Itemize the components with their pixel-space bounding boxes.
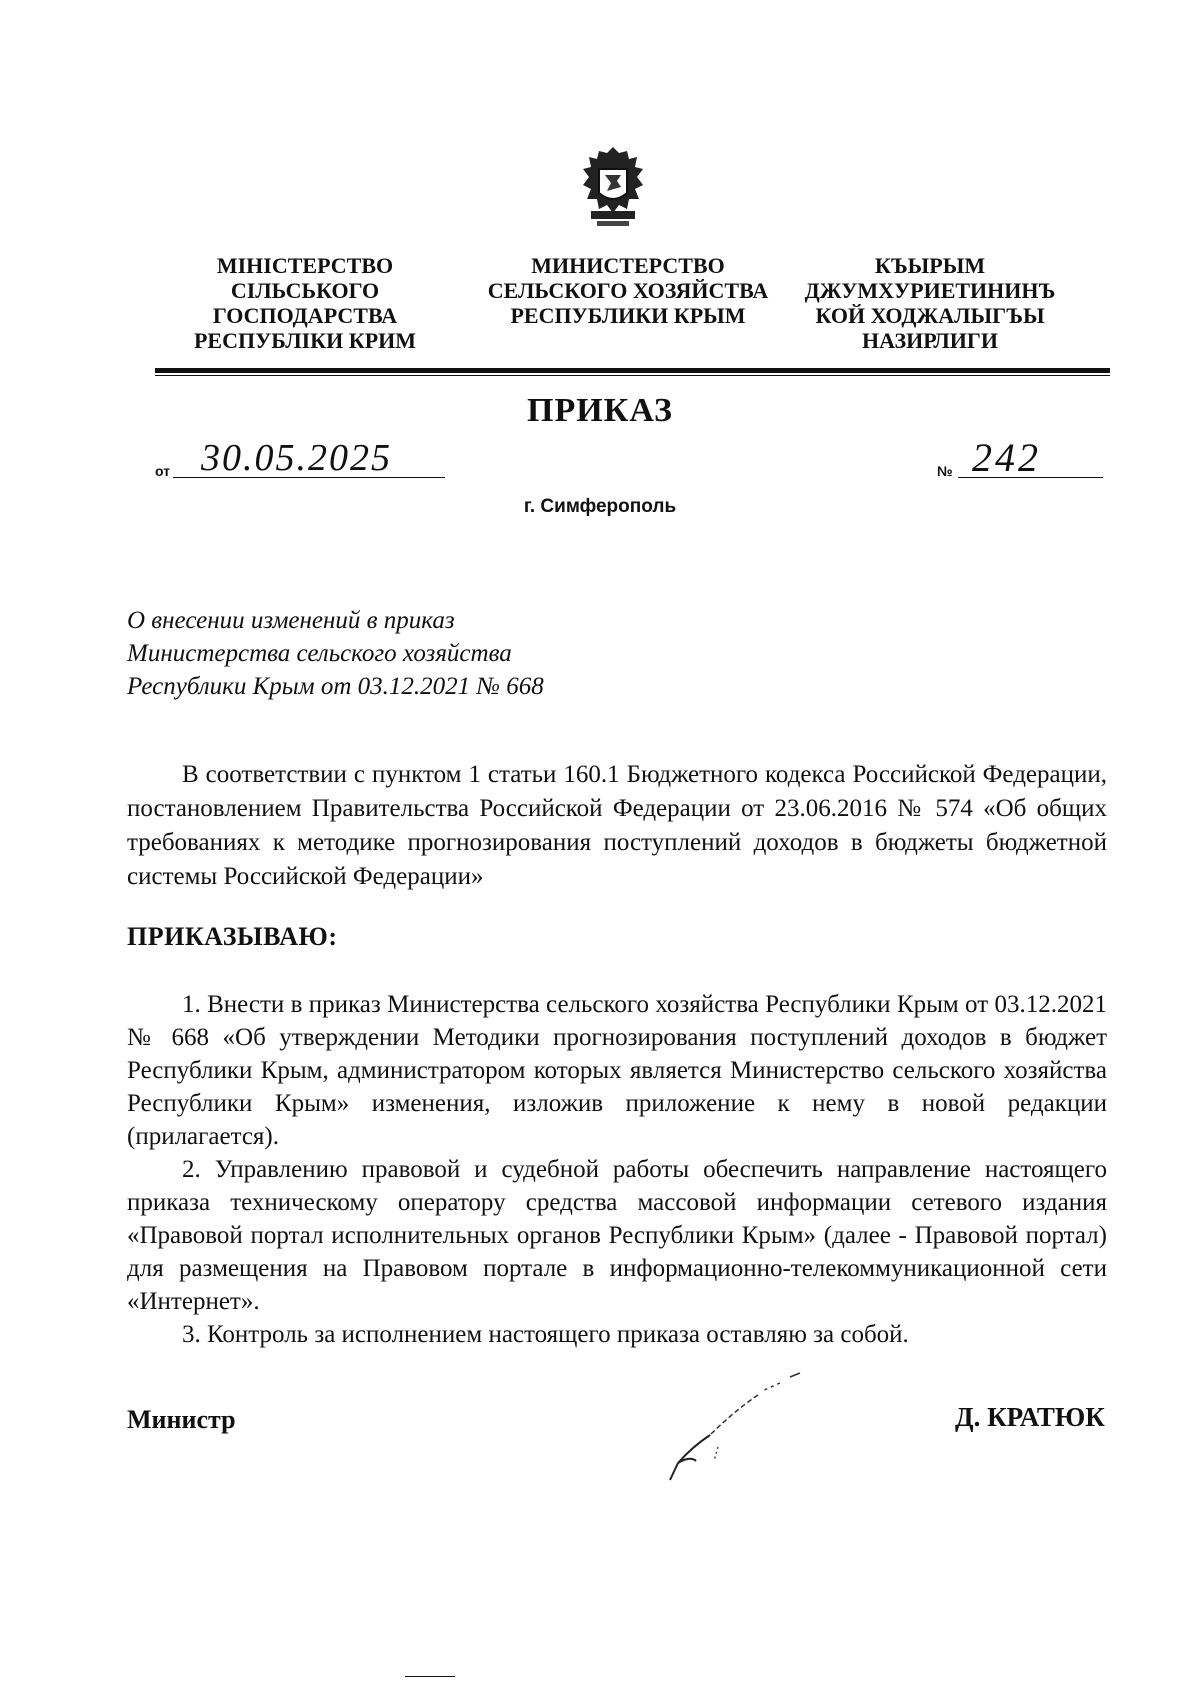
city: г. Симферополь <box>523 496 677 517</box>
order-item: 2. Управлению правовой и судебной работы обеспечить направление настоящего приказа техническому оператору средства массовой информации сетевого издания «Правовой портал исполнительных органов Республики Крым» (далее - Правовой портал) для размещения на Правовом портале в информационно-телекоммуникационной сети «Интернет». <box>127 1156 1107 1315</box>
number-value: 242 <box>958 438 1103 478</box>
header-ua-line: РЕСПУБЛІКИ КРИМ <box>193 328 417 353</box>
header-crh-line: КЪЫРЫМ <box>874 253 986 278</box>
subject-line: О внесении изменений в приказ <box>127 607 455 634</box>
header-ru-line: СЕЛЬСКОГО ХОЗЯЙСТВА <box>487 278 769 303</box>
order-items <box>127 988 1107 1351</box>
header-ru-line: МИНИСТЕРСТВО <box>531 253 725 278</box>
order-item: 3. Контроль за исполнением настоящего приказа оставляю за собой. <box>182 1321 909 1348</box>
signer-position: Министр <box>127 1405 236 1434</box>
order-word: ПРИКАЗЫВАЮ: <box>127 922 338 951</box>
coat-of-arms-icon <box>577 145 649 227</box>
header-crimean-tatar <box>800 253 1060 353</box>
header-crh-line: КОЙ ХОДЖАЛЫГЪЫ <box>815 303 1045 328</box>
header-crh-line: НАЗИРЛИГИ <box>862 328 998 353</box>
page-footer-mark <box>405 1676 455 1677</box>
header-divider-thick <box>155 368 1110 373</box>
header-crh-line: ДЖУМХУРИЕТИНИНЪ <box>804 278 1056 303</box>
subject-line: Министерства сельского хозяйства <box>127 640 512 667</box>
header-divider-thin <box>155 375 1110 376</box>
date-label: от <box>155 463 171 479</box>
signature-icon <box>650 1365 820 1505</box>
date-value: 30.05.2025 <box>173 438 445 478</box>
header-russian <box>458 253 798 328</box>
header-ukrainian <box>170 253 440 353</box>
preamble: В соответствии с пунктом 1 статьи 160.1 Бюджетного кодекса Российской Федерации, постановлением Правительства Российской Федерации от 23.06.2016 № 574 «Об общих требованиях к методике прогнозирования поступлений доходов в бюджеты бюджетной системы Российской Федерации» <box>127 761 1107 890</box>
order-subject <box>127 604 544 703</box>
document-title: ПРИКАЗ <box>527 392 673 429</box>
header-ua-line: СІЛЬСЬКОГО <box>230 278 380 303</box>
order-item: 1. Внести в приказ Министерства сельского хозяйства Республики Крым от 03.12.2021 № 668 «Об утверждении Методики прогнозирования поступлений доходов в бюджет Республики Крым, администратором которых является Министерство сельского хозяйства Республики Крым» изменения, изложив приложение к нему в новой редакции (прилагается). <box>127 991 1107 1150</box>
header-ru-line: РЕСПУБЛИКИ КРЫМ <box>510 303 746 328</box>
signer-name: Д. КРАТЮК <box>955 1402 1105 1432</box>
header-ua-line: ГОСПОДАРСТВА <box>212 303 398 328</box>
header-ua-line: МІНІСТЕРСТВО <box>216 253 394 278</box>
subject-line: Республики Крым от 03.12.2021 № 668 <box>127 673 544 700</box>
number-label: № <box>937 463 953 479</box>
